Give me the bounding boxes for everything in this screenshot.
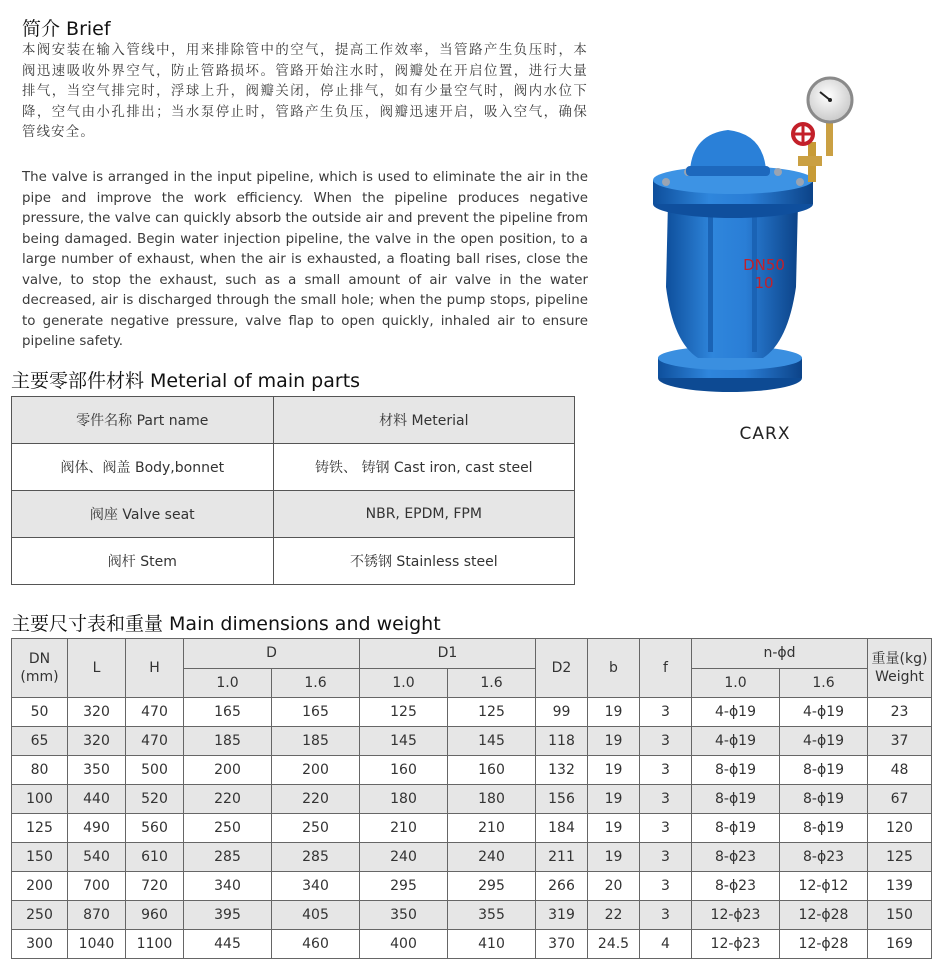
table-cell: 370 bbox=[536, 930, 588, 959]
table-cell: 720 bbox=[126, 872, 184, 901]
table-cell: 340 bbox=[272, 872, 360, 901]
materials-row bbox=[12, 538, 575, 585]
table-cell: 250 bbox=[12, 901, 68, 930]
table-cell: 185 bbox=[184, 727, 272, 756]
header-dn-label: DN bbox=[28, 651, 51, 667]
table-cell: 3 bbox=[640, 843, 692, 872]
table-cell: 8-ϕ19 bbox=[692, 814, 780, 843]
table-cell: 165 bbox=[272, 698, 360, 727]
dimensions-title: 主要尺寸表和重量 Main dimensions and weight bbox=[11, 613, 441, 635]
table-cell: 220 bbox=[184, 785, 272, 814]
header-dn bbox=[12, 639, 68, 698]
table-cell: 118 bbox=[536, 727, 588, 756]
table-cell: 8-ϕ19 bbox=[780, 756, 868, 785]
table-row bbox=[12, 843, 932, 872]
table-cell: 8-ϕ23 bbox=[692, 872, 780, 901]
air-valve-product-image bbox=[648, 72, 888, 402]
header-h: H bbox=[126, 639, 184, 698]
table-row bbox=[12, 698, 932, 727]
table-cell: 320 bbox=[68, 698, 126, 727]
table-cell: 520 bbox=[126, 785, 184, 814]
product-model-caption: CARX bbox=[739, 424, 791, 444]
header-d-pn16: 1.6 bbox=[272, 668, 360, 698]
table-cell: 100 bbox=[12, 785, 68, 814]
header-l: L bbox=[68, 639, 126, 698]
table-cell: 470 bbox=[126, 698, 184, 727]
brief-chinese-text: 本阀安装在输入管线中，用来排除管中的空气，提高工作效率，当管路产生负压时，本阀迅速吸收外界空气，防止管路损坏。管路开始注水时，阀瓣处在开启位置，进行大量排气，当空气排完时，浮球上升，阀瓣关闭，停止排气，如有少量空气时，阀内水位下降，空气由小孔排出；当水泵停止时，管路产生负压，阀瓣迅速开启，吸入空气，确保管线安全。 bbox=[22, 43, 588, 140]
table-cell: 37 bbox=[868, 727, 932, 756]
header-f: f bbox=[640, 639, 692, 698]
table-cell: 355 bbox=[448, 901, 536, 930]
table-cell: 4-ϕ19 bbox=[780, 727, 868, 756]
table-cell: 295 bbox=[448, 872, 536, 901]
table-row bbox=[12, 756, 932, 785]
header-d1: D1 bbox=[360, 639, 536, 669]
table-cell: 440 bbox=[68, 785, 126, 814]
table-row bbox=[12, 872, 932, 901]
table-cell: 200 bbox=[12, 872, 68, 901]
table-cell: 12-ϕ23 bbox=[692, 930, 780, 959]
materials-header-part-name: 零件名称 Part name bbox=[12, 397, 274, 444]
table-cell: 80 bbox=[12, 756, 68, 785]
table-cell: 4-ϕ19 bbox=[692, 698, 780, 727]
materials-cell-material: 不锈钢 Stainless steel bbox=[273, 538, 574, 585]
table-cell: 350 bbox=[68, 756, 126, 785]
brief-chinese-paragraph bbox=[22, 41, 588, 144]
table-cell: 500 bbox=[126, 756, 184, 785]
header-weight-cn: 重量(kg) bbox=[871, 651, 928, 667]
table-row bbox=[12, 930, 932, 959]
header-d: D bbox=[184, 639, 360, 669]
brief-english-paragraph bbox=[22, 168, 588, 353]
table-cell: 3 bbox=[640, 872, 692, 901]
table-cell: 320 bbox=[68, 727, 126, 756]
table-cell: 3 bbox=[640, 814, 692, 843]
table-cell: 395 bbox=[184, 901, 272, 930]
table-cell: 8-ϕ19 bbox=[692, 756, 780, 785]
table-cell: 150 bbox=[12, 843, 68, 872]
table-cell: 19 bbox=[588, 785, 640, 814]
table-cell: 8-ϕ23 bbox=[692, 843, 780, 872]
table-cell: 1040 bbox=[68, 930, 126, 959]
table-cell: 150 bbox=[868, 901, 932, 930]
table-cell: 3 bbox=[640, 785, 692, 814]
table-cell: 1100 bbox=[126, 930, 184, 959]
pressure-marking: 10 bbox=[754, 274, 774, 292]
materials-cell-material: 铸铁、 铸钢 Cast iron, cast steel bbox=[273, 444, 574, 491]
header-nd-pn16: 1.6 bbox=[780, 668, 868, 698]
dimensions-table-body bbox=[12, 698, 932, 959]
table-cell: 4-ϕ19 bbox=[692, 727, 780, 756]
materials-cell-part: 阀体、阀盖 Body,bonnet bbox=[12, 444, 274, 491]
table-cell: 20 bbox=[588, 872, 640, 901]
table-cell: 145 bbox=[360, 727, 448, 756]
table-cell: 250 bbox=[272, 814, 360, 843]
table-cell: 8-ϕ19 bbox=[780, 814, 868, 843]
table-row bbox=[12, 814, 932, 843]
table-cell: 3 bbox=[640, 756, 692, 785]
materials-table bbox=[11, 396, 575, 585]
table-row bbox=[12, 785, 932, 814]
table-cell: 266 bbox=[536, 872, 588, 901]
table-cell: 300 bbox=[12, 930, 68, 959]
table-cell: 125 bbox=[360, 698, 448, 727]
dimensions-header-row-1 bbox=[12, 639, 932, 669]
table-cell: 160 bbox=[360, 756, 448, 785]
table-cell: 50 bbox=[12, 698, 68, 727]
materials-title: 主要零部件材料 Meterial of main parts bbox=[11, 370, 361, 392]
table-cell: 3 bbox=[640, 698, 692, 727]
table-cell: 460 bbox=[272, 930, 360, 959]
materials-row bbox=[12, 491, 575, 538]
table-cell: 22 bbox=[588, 901, 640, 930]
table-cell: 19 bbox=[588, 843, 640, 872]
table-cell: 3 bbox=[640, 727, 692, 756]
header-dn-unit: (mm) bbox=[20, 669, 59, 685]
table-cell: 139 bbox=[868, 872, 932, 901]
table-cell: 220 bbox=[272, 785, 360, 814]
header-weight-en: Weight bbox=[875, 669, 924, 685]
table-cell: 125 bbox=[448, 698, 536, 727]
table-cell: 180 bbox=[360, 785, 448, 814]
table-cell: 19 bbox=[588, 698, 640, 727]
dimensions-table bbox=[11, 638, 932, 959]
table-cell: 319 bbox=[536, 901, 588, 930]
table-cell: 19 bbox=[588, 727, 640, 756]
air-valve-illustration bbox=[648, 72, 888, 402]
table-cell: 125 bbox=[868, 843, 932, 872]
table-cell: 400 bbox=[360, 930, 448, 959]
table-row bbox=[12, 901, 932, 930]
brief-english-text: The valve is arranged in the input pipeline, which is used to eliminate the air in the pipe and improve the work efficiency. When the pipeline produces negative pressure, the valve can quickly absorb the outside air and prevent the pipeline from being damaged. Begin water injection pipeline, the valve in the open position, to a large number of exhaust, when the air is exhausted, a floating ball rises, close the valve, to stop the exhaust, such as a small amount of air valve in the water decreased, air is discharged through the small hole; when the pump stops, pipeline to generate negative pressure, valve flap to open quickly, inhaled air to ensure pipeline safety. bbox=[22, 170, 588, 349]
table-row bbox=[12, 727, 932, 756]
table-cell: 8-ϕ23 bbox=[780, 843, 868, 872]
table-cell: 560 bbox=[126, 814, 184, 843]
table-cell: 67 bbox=[868, 785, 932, 814]
table-cell: 350 bbox=[360, 901, 448, 930]
table-cell: 405 bbox=[272, 901, 360, 930]
table-cell: 490 bbox=[68, 814, 126, 843]
table-cell: 8-ϕ19 bbox=[692, 785, 780, 814]
table-cell: 4 bbox=[640, 930, 692, 959]
table-cell: 12-ϕ23 bbox=[692, 901, 780, 930]
table-cell: 200 bbox=[272, 756, 360, 785]
table-cell: 470 bbox=[126, 727, 184, 756]
table-cell: 120 bbox=[868, 814, 932, 843]
table-cell: 145 bbox=[448, 727, 536, 756]
materials-header-row bbox=[12, 397, 575, 444]
header-weight bbox=[868, 639, 932, 698]
table-cell: 19 bbox=[588, 756, 640, 785]
dn-marking: DN50 bbox=[743, 256, 785, 274]
table-cell: 169 bbox=[868, 930, 932, 959]
table-cell: 185 bbox=[272, 727, 360, 756]
table-cell: 160 bbox=[448, 756, 536, 785]
table-cell: 165 bbox=[184, 698, 272, 727]
table-cell: 99 bbox=[536, 698, 588, 727]
table-cell: 285 bbox=[272, 843, 360, 872]
table-cell: 285 bbox=[184, 843, 272, 872]
table-cell: 24.5 bbox=[588, 930, 640, 959]
header-d1-pn10: 1.0 bbox=[360, 668, 448, 698]
table-cell: 8-ϕ19 bbox=[780, 785, 868, 814]
header-d-pn10: 1.0 bbox=[184, 668, 272, 698]
table-cell: 295 bbox=[360, 872, 448, 901]
table-cell: 445 bbox=[184, 930, 272, 959]
table-cell: 200 bbox=[184, 756, 272, 785]
table-cell: 180 bbox=[448, 785, 536, 814]
table-cell: 540 bbox=[68, 843, 126, 872]
header-n-phi-d: n-ϕd bbox=[692, 639, 868, 669]
header-nd-pn10: 1.0 bbox=[692, 668, 780, 698]
header-b: b bbox=[588, 639, 640, 698]
table-cell: 210 bbox=[448, 814, 536, 843]
brief-title: 简介 Brief bbox=[22, 18, 111, 40]
table-cell: 65 bbox=[12, 727, 68, 756]
table-cell: 240 bbox=[360, 843, 448, 872]
table-cell: 156 bbox=[536, 785, 588, 814]
header-d2: D2 bbox=[536, 639, 588, 698]
table-cell: 19 bbox=[588, 814, 640, 843]
table-cell: 610 bbox=[126, 843, 184, 872]
materials-header-material: 材料 Meterial bbox=[273, 397, 574, 444]
header-d1-pn16: 1.6 bbox=[448, 668, 536, 698]
table-cell: 12-ϕ28 bbox=[780, 930, 868, 959]
materials-cell-part: 阀杆 Stem bbox=[12, 538, 274, 585]
table-cell: 340 bbox=[184, 872, 272, 901]
table-cell: 23 bbox=[868, 698, 932, 727]
table-cell: 410 bbox=[448, 930, 536, 959]
table-cell: 12-ϕ28 bbox=[780, 901, 868, 930]
materials-cell-part: 阀座 Valve seat bbox=[12, 491, 274, 538]
table-cell: 3 bbox=[640, 901, 692, 930]
table-cell: 132 bbox=[536, 756, 588, 785]
table-cell: 12-ϕ12 bbox=[780, 872, 868, 901]
table-cell: 960 bbox=[126, 901, 184, 930]
table-cell: 211 bbox=[536, 843, 588, 872]
materials-cell-material: NBR, EPDM, FPM bbox=[273, 491, 574, 538]
materials-row bbox=[12, 444, 575, 491]
table-cell: 4-ϕ19 bbox=[780, 698, 868, 727]
table-cell: 870 bbox=[68, 901, 126, 930]
table-cell: 210 bbox=[360, 814, 448, 843]
table-cell: 240 bbox=[448, 843, 536, 872]
table-cell: 48 bbox=[868, 756, 932, 785]
table-cell: 250 bbox=[184, 814, 272, 843]
table-cell: 700 bbox=[68, 872, 126, 901]
table-cell: 125 bbox=[12, 814, 68, 843]
table-cell: 184 bbox=[536, 814, 588, 843]
